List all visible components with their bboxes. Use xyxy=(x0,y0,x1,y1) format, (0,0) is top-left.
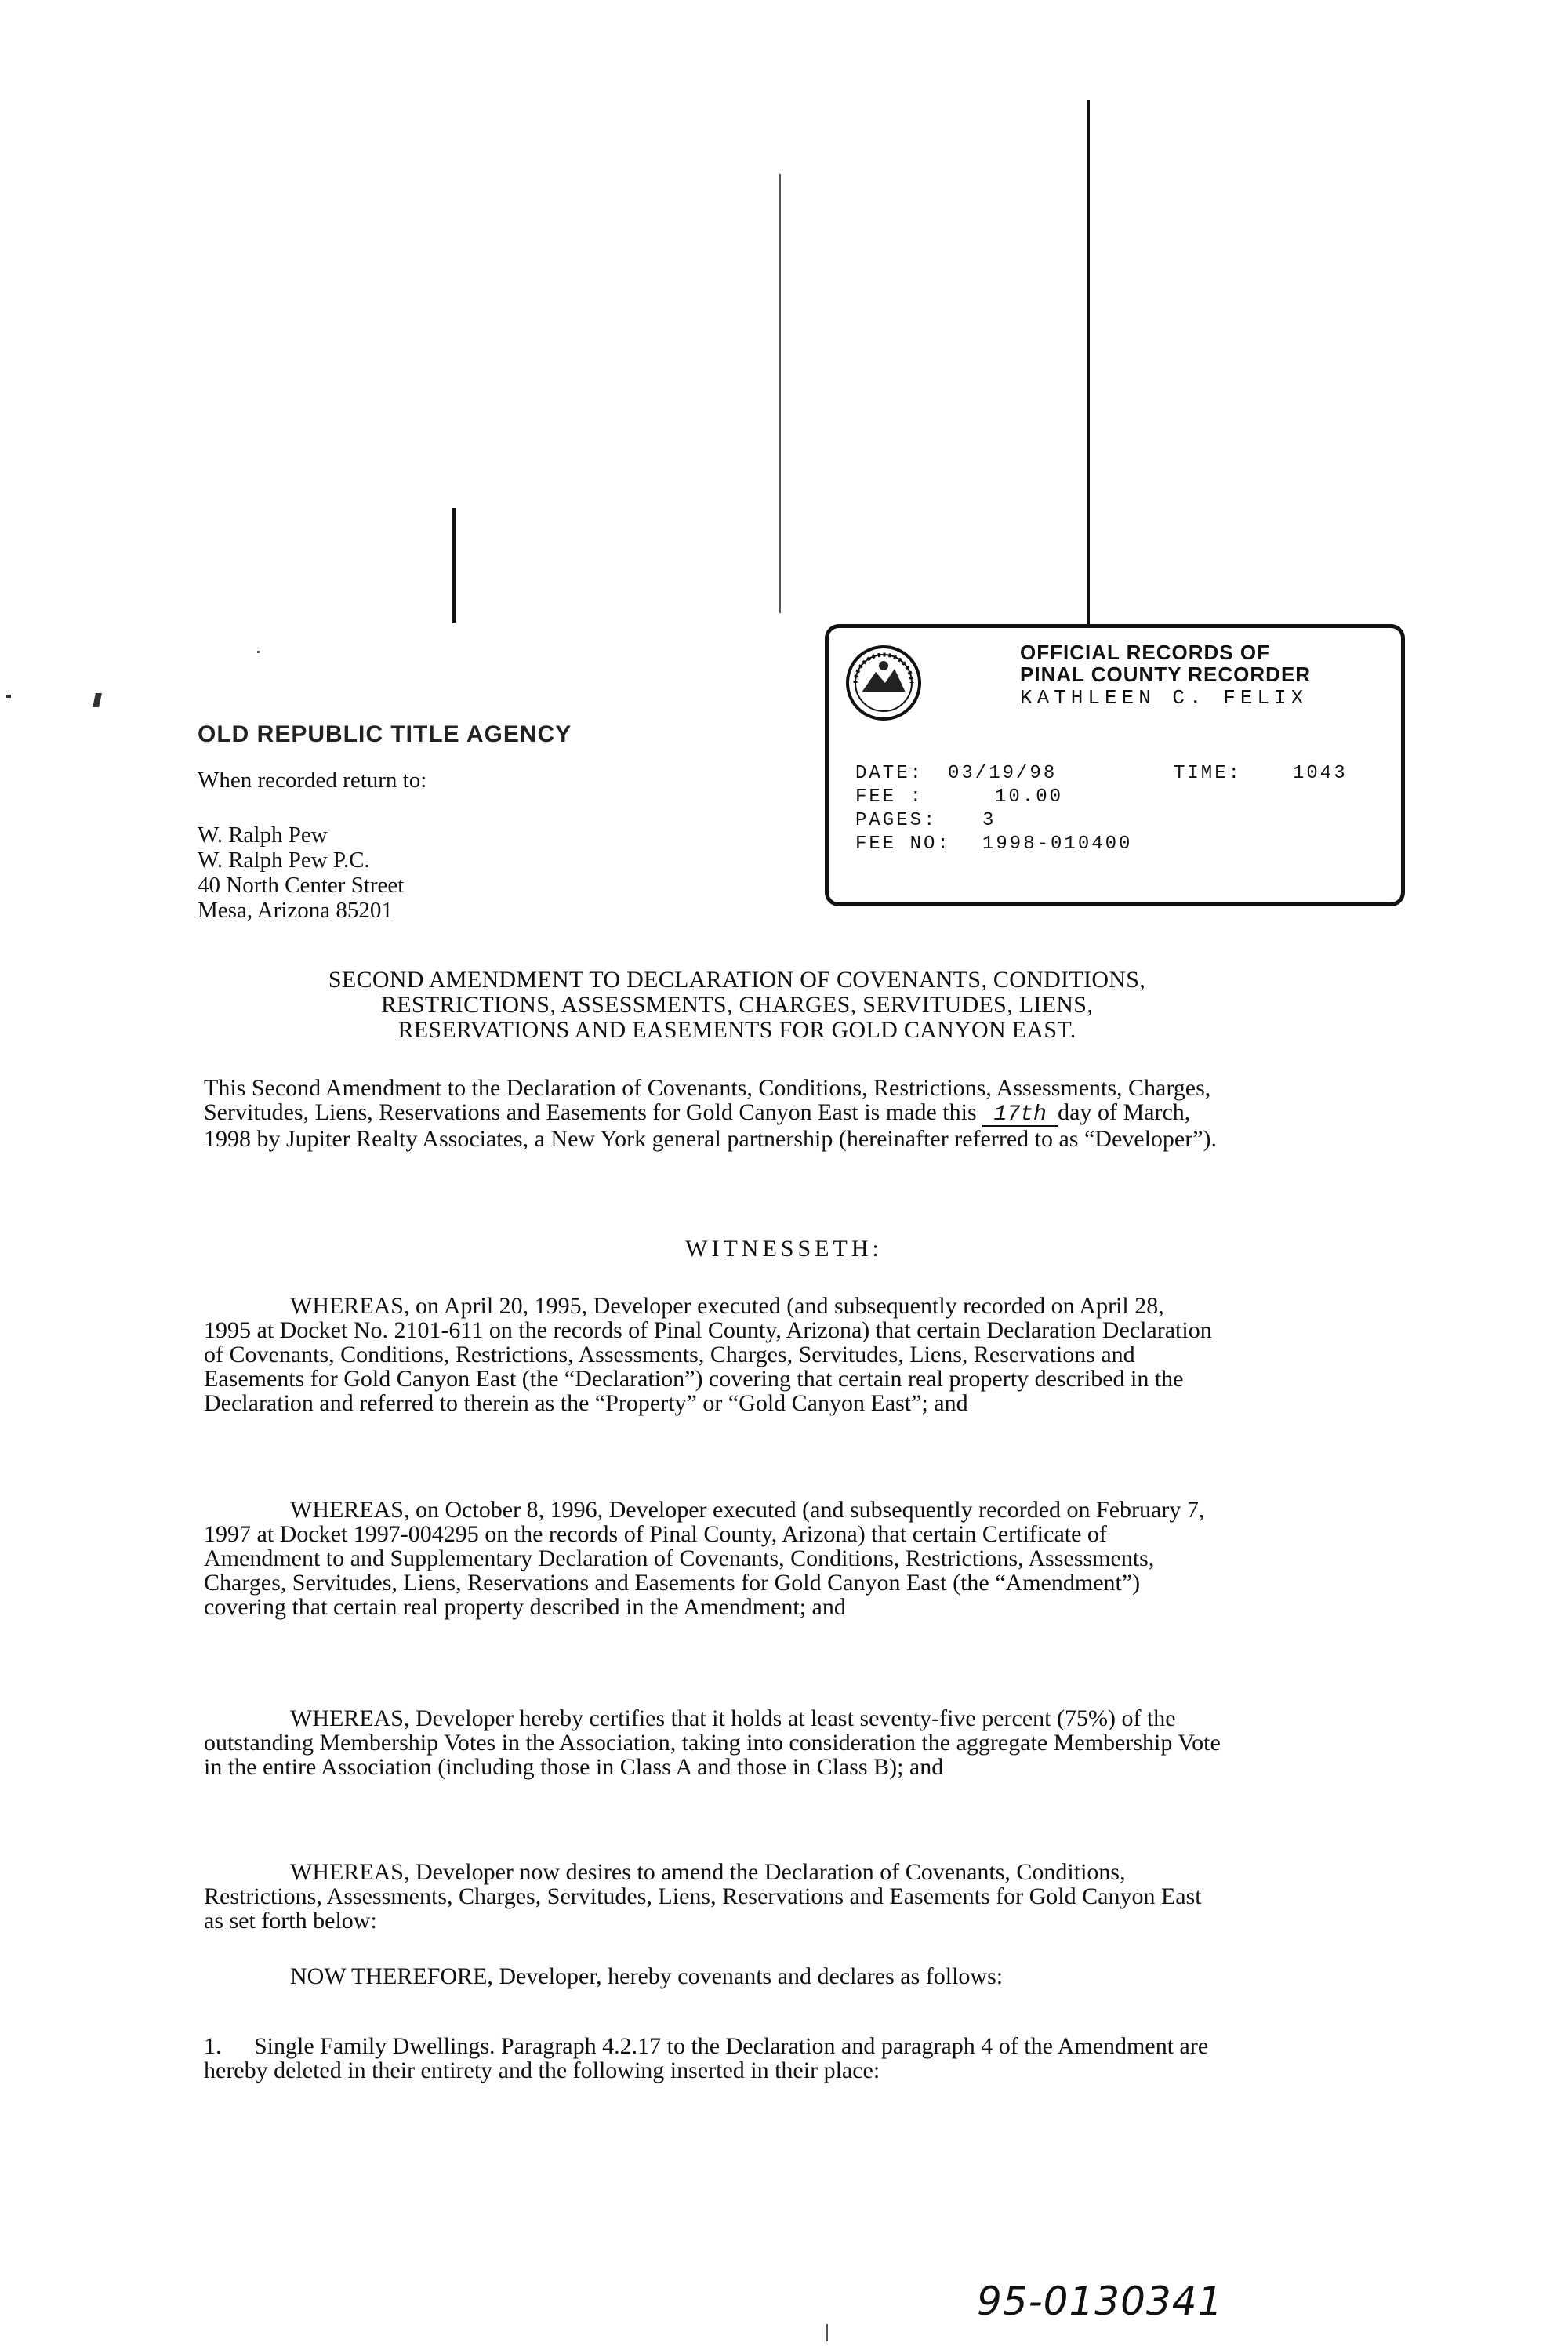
stamp-fee-no-label: FEE NO: xyxy=(855,833,951,855)
now-therefore-clause: NOW THEREFORE, Developer, hereby covenants and declares as follows: xyxy=(290,1963,1004,1989)
stray-mark xyxy=(93,693,102,707)
whereas-paragraph-2: WHEREAS, on October 8, 1996, Developer executed (and subsequently recorded on February 7, 1997 at Docket 1997-004295 on the records of Pinal County, Arizona) that certain Certificate of Amendment to and Supplementary Declaration of Covenants, Conditions, Restrictions, Assessments, Charges, Servitudes, Liens, Reservations and Easements for Gold Canyon East (the “Amendment”) covering that certain real property described in the Amendment; and xyxy=(204,1497,1205,1620)
intro-text-end: day of March, 1998 by Jupiter Realty Associates, a New York general partnership (hereinafter referred to as “Developer”). xyxy=(204,1099,1218,1152)
document-title-line-2: RESTRICTIONS, ASSESSMENTS, CHARGES, SERVITUDES, LIENS, xyxy=(380,992,1094,1018)
stamp-date-value: 03/19/98 xyxy=(948,763,1058,784)
county-seal-icon xyxy=(844,644,923,722)
return-address-line-4: Mesa, Arizona 85201 xyxy=(198,898,393,923)
stamp-line-recorder: PINAL COUNTY RECORDER xyxy=(1020,663,1312,686)
document-title-line-3: RESERVATIONS AND EASEMENTS FOR GOLD CANYON EAST. xyxy=(397,1017,1076,1043)
return-label: When recorded return to: xyxy=(198,768,427,793)
stamp-date-label: DATE: xyxy=(855,763,924,784)
whereas-paragraph-3: WHEREAS, Developer hereby certifies that it holds at least seventy-five percent (75%) of the outstanding Membership Votes in the Association, taking into consideration the aggregate Membership Vote in the entire Association (including those in Class A and those in Class B); and xyxy=(204,1705,1221,1780)
return-address-line-1: W. Ralph Pew xyxy=(198,823,328,848)
stray-mark xyxy=(257,651,260,653)
stamp-fee-label: FEE : xyxy=(855,786,924,808)
day-blank-field: 17th xyxy=(982,1105,1058,1127)
recorder-stamp xyxy=(825,624,1405,906)
intro-text-start: This Second Amendment to the Declaration of Covenants, Conditions, Restrictions, Assessments, Charges, Servitudes, Liens, Reservations and Easements for Gold Canyon East is made this xyxy=(204,1075,1211,1125)
return-address-line-3: 40 North Center Street xyxy=(198,873,405,898)
handwritten-document-number: 95-0130341 xyxy=(977,2279,1224,2324)
stamp-pages-value: 3 xyxy=(982,810,996,831)
witnesseth-heading: WITNESSETH: xyxy=(685,1236,883,1262)
return-address-line-2: W. Ralph Pew P.C. xyxy=(198,848,370,873)
whereas-paragraph-4: WHEREAS, Developer now desires to amend the Declaration of Covenants, Conditions, Restrictions, Assessments, Charges, Servitudes, Liens, Reservations and Easements for Gold Canyon East as set forth below: xyxy=(204,1859,1202,1934)
stamp-fee-value: 10.00 xyxy=(995,786,1064,808)
whereas-paragraph-1: WHEREAS, on April 20, 1995, Developer executed (and subsequently recorded on April 28, 1995 at Docket No. 2101-611 on the records of Pinal County, Arizona) that certain Declaration Declaration of Covenants, Conditions, Restrictions, Assessments, Charges, Servitudes, Liens, Reservations and Easements for Gold Canyon East (the “Declaration”) covering that certain real property described in the Declaration and referred to therein as the “Property” or “Gold Canyon East”; and xyxy=(204,1293,1212,1416)
stamp-fee-no-value: 1998-010400 xyxy=(982,833,1133,855)
scan-line-right xyxy=(1087,100,1090,626)
stamp-time-label: TIME: xyxy=(1174,763,1243,784)
intro-paragraph xyxy=(204,1076,1223,1151)
stray-mark xyxy=(6,695,11,698)
item-1-text: Single Family Dwellings. Paragraph 4.2.17 to the Declaration and paragraph 4 of the Amendment are hereby deleted in their entirety and the following inserted in their place: xyxy=(204,2033,1209,2083)
document-title-line-1: SECOND AMENDMENT TO DECLARATION OF COVENANTS, CONDITIONS, xyxy=(328,967,1146,993)
scan-line-middle xyxy=(779,174,781,613)
item-1-number: 1. xyxy=(204,2033,222,2059)
stamp-time-value: 1043 xyxy=(1293,763,1348,784)
title-company-stamp: OLD REPUBLIC TITLE AGENCY xyxy=(198,721,572,747)
stray-mark xyxy=(826,2324,828,2341)
item-1-paragraph xyxy=(204,2034,1223,2083)
stamp-pages-label: PAGES: xyxy=(855,810,938,831)
scan-line-left xyxy=(452,508,456,623)
stamp-line-official: OFFICIAL RECORDS OF xyxy=(1020,641,1270,664)
stamp-recorder-name: KATHLEEN C. FELIX xyxy=(1020,686,1308,710)
